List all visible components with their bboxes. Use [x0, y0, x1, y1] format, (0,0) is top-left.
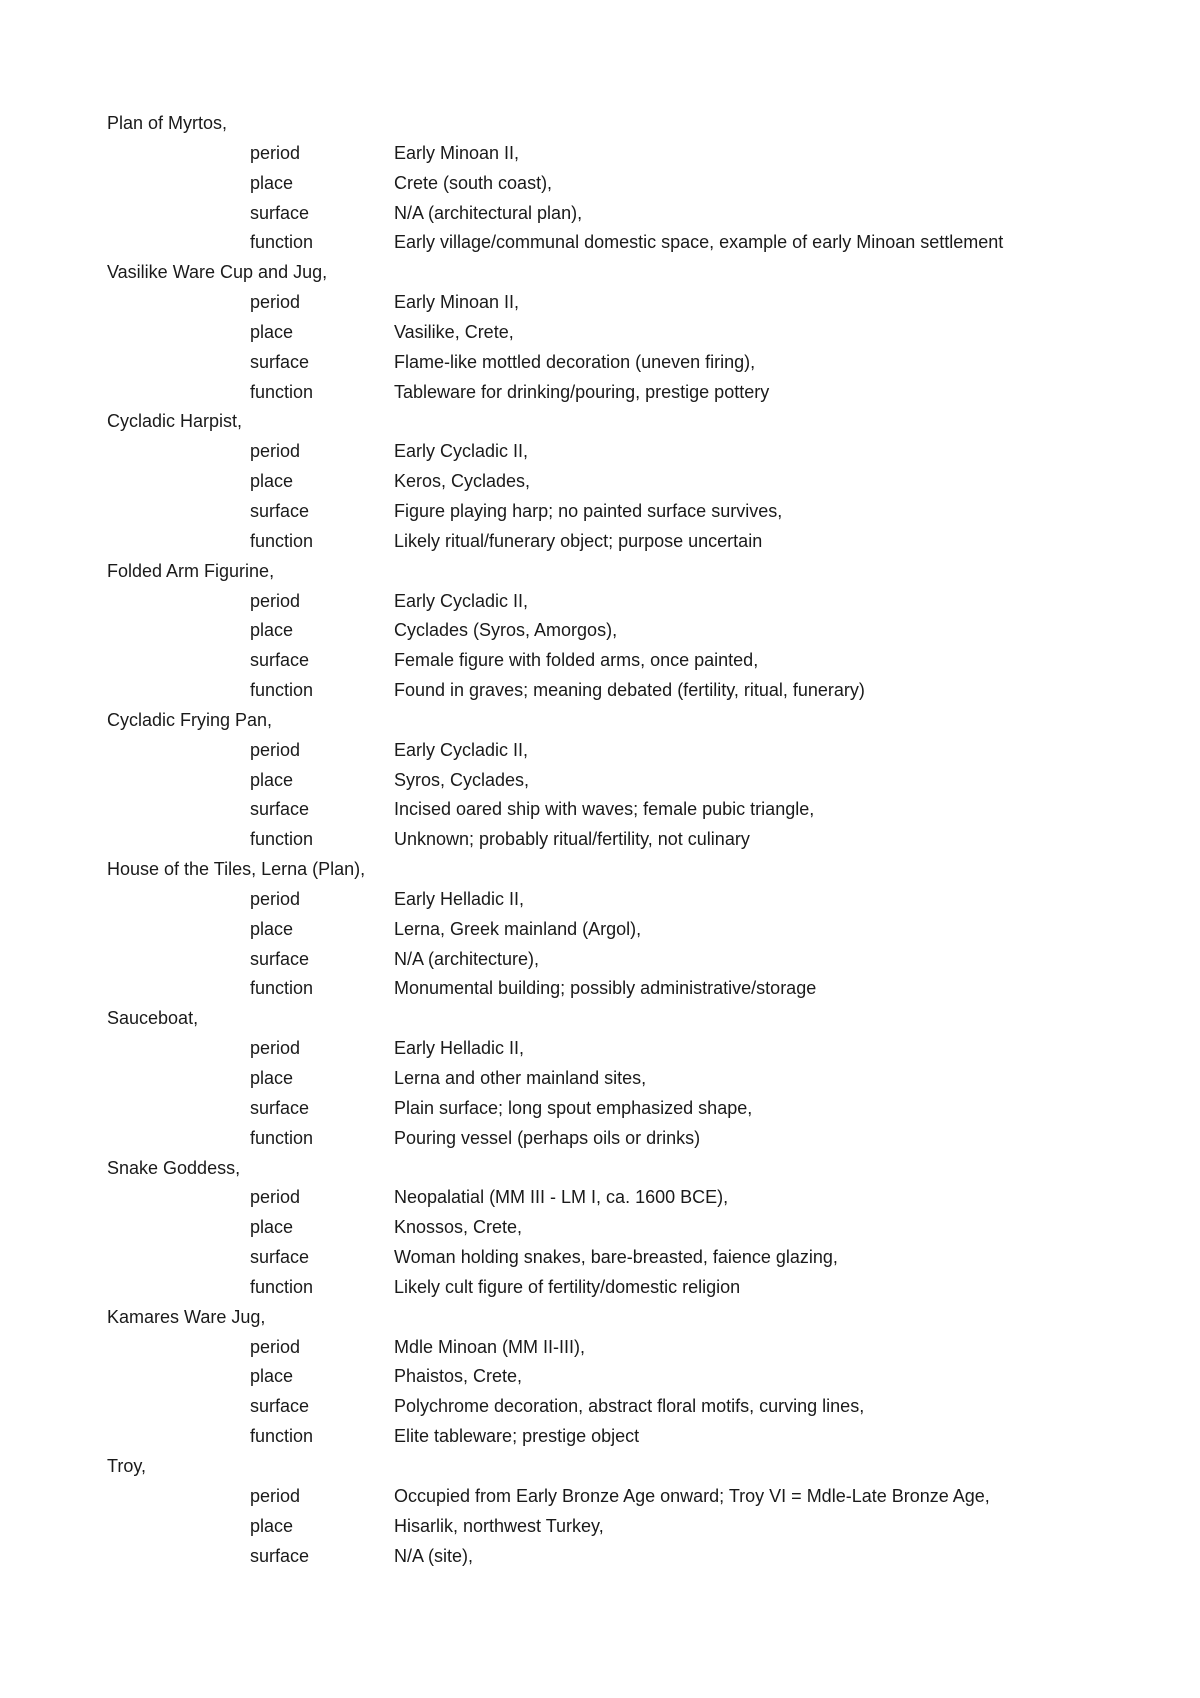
field-row-period — [107, 1333, 1107, 1363]
entry-title: Folded Arm Figurine, — [107, 560, 275, 581]
field-label: surface — [250, 500, 310, 521]
field-label: surface — [250, 1247, 310, 1268]
field-value: Vasilike, Crete, — [394, 321, 514, 342]
field-row-place — [107, 318, 1107, 348]
field-label: period — [250, 590, 301, 611]
field-value: Early Cycladic II, — [394, 739, 529, 760]
field-row-place — [107, 1512, 1107, 1542]
field-row-surface — [107, 1094, 1107, 1124]
field-value: Pouring vessel (perhaps oils or drinks) — [394, 1127, 701, 1148]
field-row-period — [107, 1482, 1107, 1512]
field-value: Early Minoan II, — [394, 292, 520, 313]
entry-title: Sauceboat, — [107, 1008, 199, 1029]
field-label: surface — [250, 948, 310, 969]
field-label: period — [250, 1038, 301, 1059]
field-value: Likely cult figure of fertility/domestic religion — [394, 1276, 741, 1297]
field-value: Early Helladic II, — [394, 888, 525, 909]
field-row-place — [107, 1213, 1107, 1243]
field-label: surface — [250, 1097, 310, 1118]
field-label: function — [250, 680, 314, 701]
field-row-place — [107, 467, 1107, 497]
field-row-place — [107, 1064, 1107, 1094]
field-value: Tableware for drinking/pouring, prestige pottery — [394, 381, 770, 402]
field-label: function — [250, 1426, 314, 1447]
field-label: place — [250, 1217, 294, 1238]
field-value: Unknown; probably ritual/fertility, not culinary — [394, 829, 750, 850]
field-value: Figure playing harp; no painted surface survives, — [394, 500, 783, 521]
field-row-function — [107, 1273, 1107, 1303]
field-row-place — [107, 915, 1107, 945]
field-label: surface — [250, 1545, 310, 1566]
field-label: place — [250, 471, 294, 492]
field-label: function — [250, 530, 314, 551]
field-label: function — [250, 232, 314, 253]
field-row-function — [107, 527, 1107, 557]
field-value: Keros, Cyclades, — [394, 471, 531, 492]
field-label: period — [250, 292, 301, 313]
field-row-period — [107, 1034, 1107, 1064]
field-value: Occupied from Early Bronze Age onward; Troy VI = Mdle-Late Bronze Age, — [394, 1485, 990, 1506]
field-value: Likely ritual/funerary object; purpose uncertain — [394, 530, 763, 551]
field-row-period — [107, 139, 1107, 169]
field-row-place — [107, 169, 1107, 199]
field-value: Incised oared ship with waves; female pubic triangle, — [394, 799, 815, 820]
field-label: period — [250, 441, 301, 462]
field-label: period — [250, 739, 301, 760]
field-value: Cyclades (Syros, Amorgos), — [394, 620, 618, 641]
field-row-place — [107, 616, 1107, 646]
field-row-place — [107, 766, 1107, 796]
field-value: Plain surface; long spout emphasized shape, — [394, 1097, 753, 1118]
field-row-period — [107, 437, 1107, 467]
field-value: Lerna, Greek mainland (Argol), — [394, 918, 642, 939]
field-value: Early Minoan II, — [394, 142, 520, 163]
field-row-function — [107, 825, 1107, 855]
field-value: Early Cycladic II, — [394, 441, 529, 462]
field-value: Early Helladic II, — [394, 1038, 525, 1059]
field-value: Polychrome decoration, abstract floral motifs, curving lines, — [394, 1396, 865, 1417]
field-row-surface — [107, 646, 1107, 676]
field-label: period — [250, 1485, 301, 1506]
field-value: N/A (architectural plan), — [394, 202, 583, 223]
field-label: place — [250, 1366, 294, 1387]
field-row-period — [107, 736, 1107, 766]
field-row-surface — [107, 1542, 1107, 1572]
field-row-surface — [107, 348, 1107, 378]
field-label: place — [250, 918, 294, 939]
document-body — [107, 109, 1107, 1571]
field-row-period — [107, 885, 1107, 915]
field-row-place — [107, 1362, 1107, 1392]
field-value: N/A (site), — [394, 1545, 474, 1566]
field-label: place — [250, 620, 294, 641]
field-value: Flame-like mottled decoration (uneven firing), — [394, 351, 756, 372]
field-value: Mdle Minoan (MM II-III), — [394, 1336, 586, 1357]
field-value: Hisarlik, northwest Turkey, — [394, 1515, 604, 1536]
field-value: Monumental building; possibly administrative/storage — [394, 978, 817, 999]
field-value: Knossos, Crete, — [394, 1217, 523, 1238]
field-value: Woman holding snakes, bare-breasted, faience glazing, — [394, 1247, 838, 1268]
field-label: period — [250, 1336, 301, 1357]
field-value: Lerna and other mainland sites, — [394, 1068, 647, 1088]
field-value: Early village/communal domestic space, example of early Minoan settlement — [394, 232, 1004, 253]
field-row-surface — [107, 945, 1107, 975]
field-value: Crete (south coast), — [394, 172, 553, 193]
field-label: function — [250, 978, 314, 999]
field-value: Neopalatial (MM III - LM I, ca. 1600 BCE), — [394, 1187, 729, 1208]
entry-title: Vasilike Ware Cup and Jug, — [107, 262, 328, 283]
field-label: place — [250, 172, 294, 193]
field-row-function — [107, 1422, 1107, 1452]
field-value: Female figure with folded arms, once painted, — [394, 650, 759, 671]
field-row-function — [107, 676, 1107, 706]
entry-title: Snake Goddess, — [107, 1157, 241, 1178]
field-row-surface — [107, 199, 1107, 229]
field-label: surface — [250, 1396, 310, 1417]
field-value: Phaistos, Crete, — [394, 1366, 523, 1387]
field-row-period — [107, 1183, 1107, 1213]
field-label: surface — [250, 351, 310, 372]
field-label: surface — [250, 650, 310, 671]
field-label: period — [250, 142, 301, 163]
field-label: function — [250, 829, 314, 850]
field-row-function — [107, 1124, 1107, 1154]
field-label: surface — [250, 202, 310, 223]
field-label: period — [250, 888, 301, 909]
field-label: function — [250, 381, 314, 402]
entry-title: Plan of Myrtos, — [107, 113, 228, 133]
entry-title: Cycladic Frying Pan, — [107, 709, 273, 730]
entry-title: House of the Tiles, Lerna (Plan), — [107, 859, 366, 880]
entry-title: Cycladic Harpist, — [107, 411, 243, 432]
field-label: period — [250, 1187, 301, 1208]
field-value: Found in graves; meaning debated (fertility, ritual, funerary) — [394, 680, 865, 701]
field-row-surface — [107, 497, 1107, 527]
field-label: place — [250, 1068, 294, 1088]
entry-title: Troy, — [107, 1455, 146, 1476]
field-row-function — [107, 974, 1107, 1004]
field-label: function — [250, 1127, 314, 1148]
field-row-surface — [107, 1392, 1107, 1422]
field-row-function — [107, 378, 1107, 408]
field-label: function — [250, 1276, 314, 1297]
field-label: place — [250, 321, 294, 342]
field-value: Elite tableware; prestige object — [394, 1426, 640, 1447]
field-row-surface — [107, 795, 1107, 825]
field-value: Early Cycladic II, — [394, 590, 529, 611]
field-row-period — [107, 288, 1107, 318]
field-value: Syros, Cyclades, — [394, 769, 530, 790]
field-label: surface — [250, 799, 310, 820]
field-row-period — [107, 587, 1107, 617]
entry-title: Kamares Ware Jug, — [107, 1306, 266, 1327]
field-row-function — [107, 228, 1107, 258]
field-label: place — [250, 769, 294, 790]
field-value: N/A (architecture), — [394, 948, 540, 969]
field-row-surface — [107, 1243, 1107, 1273]
field-label: place — [250, 1515, 294, 1536]
